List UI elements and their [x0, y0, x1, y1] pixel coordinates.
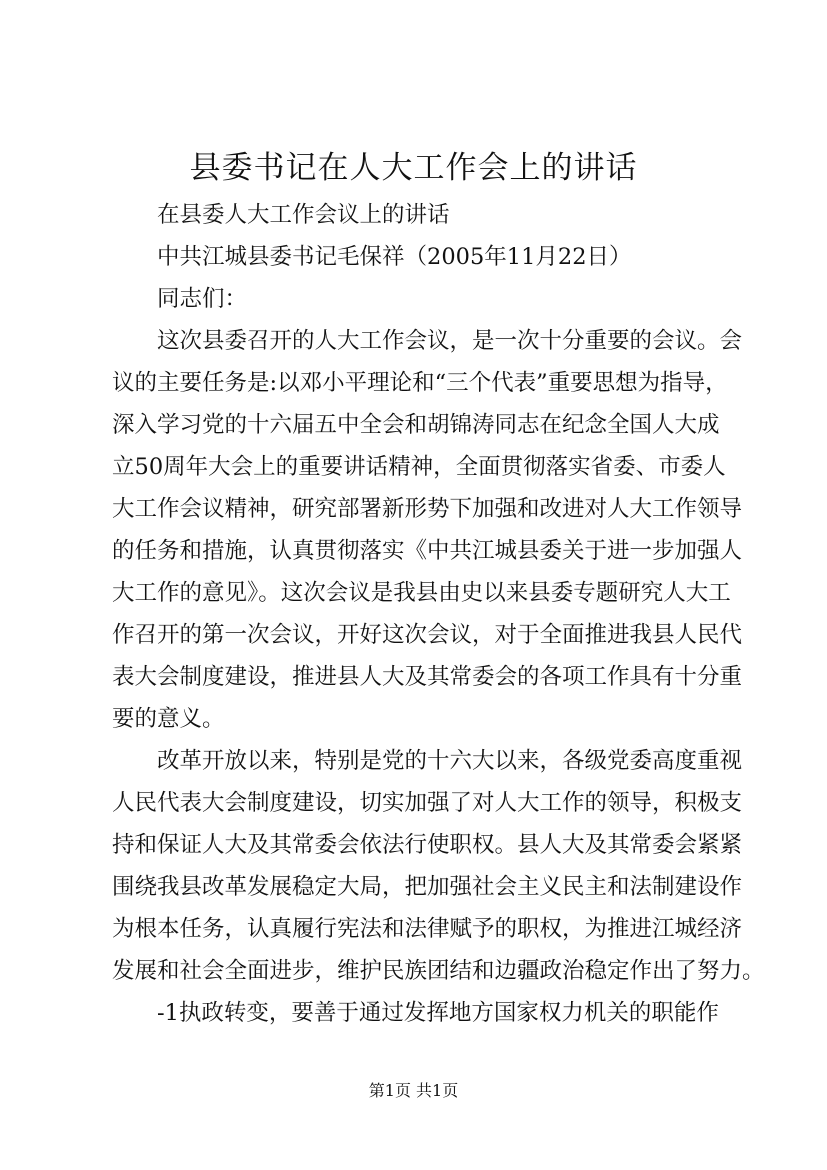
paragraph-line: 立50周年大会上的重要讲话精神，全面贯彻落实省委、市委人	[112, 454, 726, 480]
paragraph-line: 发展和社会全面进步，维护民族团结和边疆政治稳定作出了努力。	[112, 958, 765, 984]
paragraph-line: 作召开的第一次会议，开好这次会议，对于全面推进我县人民代	[112, 622, 743, 648]
paragraph-line: 持和保证人大及其常委会依法行使职权。县人大及其常委会紧紧	[112, 832, 743, 858]
subtitle: 在县委人大工作会议上的讲话	[157, 202, 450, 228]
paragraph-line: 改革开放以来，特别是党的十六大以来，各级党委高度重视	[157, 748, 743, 774]
paragraph-line: 大工作的意见》。这次会议是我县由史以来县委专题研究人大工	[112, 580, 731, 606]
document-title: 县委书记在人大工作会上的讲话	[189, 150, 638, 186]
paragraph-line: 大工作会议精神，研究部署新形势下加强和改进对人大工作领导	[112, 496, 743, 522]
paragraph-line: 要的意义。	[112, 706, 225, 732]
page-footer: 第1页 共1页	[368, 1081, 459, 1100]
paragraph-line: 的任务和措施，认真贯彻落实《中共江城县委关于进一步加强人	[112, 538, 743, 564]
paragraph-line: 深入学习党的十六届五中全会和胡锦涛同志在纪念全国人大成	[112, 412, 720, 438]
paragraph-line: 这次县委召开的人大工作会议，是一次十分重要的会议。会	[157, 328, 743, 354]
paragraph-line: 议的主要任务是:以邓小平理论和“三个代表”重要思想为指导，	[112, 370, 728, 396]
salutation: 同志们：	[157, 286, 248, 312]
paragraph-line: 为根本任务，认真履行宪法和法律赋予的职权，为推进江城经济	[112, 916, 743, 942]
author-line: 中共江城县委书记毛保祥（2005年11月22日）	[157, 244, 632, 270]
paragraph-line: 表大会制度建设，推进县人大及其常委会的各项工作具有十分重	[112, 664, 743, 690]
paragraph-line: 围绕我县改革发展稳定大局，把加强社会主义民主和法制建设作	[112, 874, 743, 900]
paragraph-line: -1执政转变，要善于通过发挥地方国家权力机关的职能作	[157, 1000, 719, 1026]
paragraph-line: 人民代表大会制度建设，切实加强了对人大工作的领导，积极支	[112, 790, 743, 816]
